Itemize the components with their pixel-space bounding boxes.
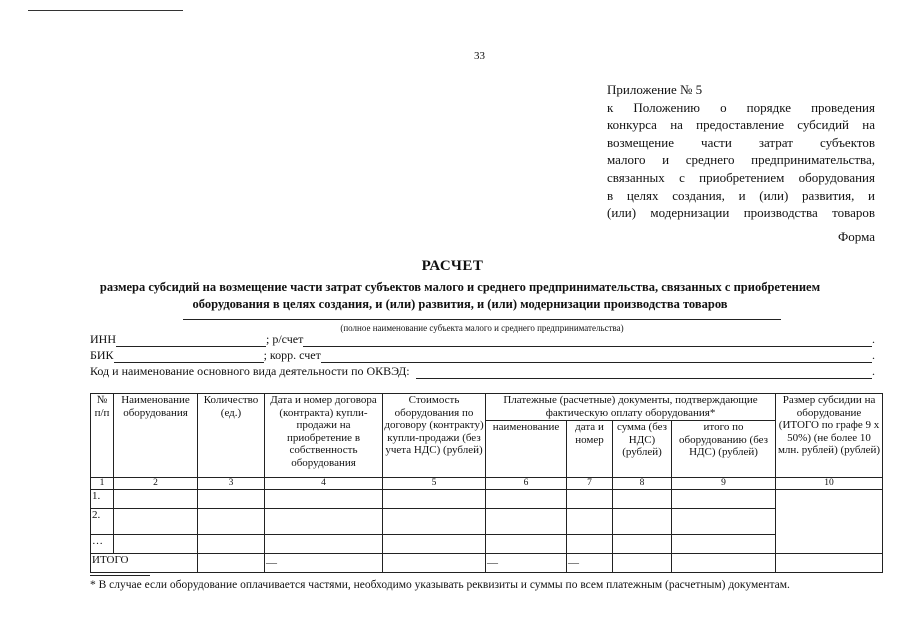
appendix-line: к Положению о порядке проведения bbox=[607, 99, 875, 115]
col-number: 6 bbox=[486, 478, 567, 490]
table-cell[interactable] bbox=[114, 490, 198, 509]
header-equipment-name: Наименование оборудования bbox=[114, 394, 198, 478]
bik-corr-line bbox=[90, 349, 875, 363]
table-cell[interactable] bbox=[265, 535, 383, 554]
line-end: . bbox=[872, 348, 875, 362]
header-payment-name: наименование bbox=[486, 421, 567, 478]
col-number: 9 bbox=[672, 478, 776, 490]
header-payment-total: итого по оборудованию (без НДС) (рублей) bbox=[672, 421, 776, 478]
table-cell[interactable] bbox=[672, 554, 776, 573]
bik-field[interactable] bbox=[114, 352, 264, 363]
table-cell[interactable] bbox=[198, 490, 265, 509]
document-title: РАСЧЕТ bbox=[421, 258, 484, 274]
table-cell[interactable] bbox=[613, 535, 672, 554]
entity-name-field[interactable] bbox=[183, 319, 781, 320]
table-row bbox=[91, 490, 883, 509]
table-cell[interactable] bbox=[613, 554, 672, 573]
appendix-line: Приложение № 5 bbox=[607, 82, 703, 97]
table-cell[interactable] bbox=[672, 490, 776, 509]
table-cell[interactable] bbox=[776, 535, 883, 554]
header-quantity: Количество (ед.) bbox=[198, 394, 265, 478]
table-cell[interactable] bbox=[265, 509, 383, 535]
col-number: 10 bbox=[776, 478, 883, 490]
table-cell[interactable] bbox=[486, 490, 567, 509]
form-label: Форма bbox=[838, 229, 875, 244]
line-end: . bbox=[872, 332, 875, 346]
table-cell[interactable] bbox=[265, 490, 383, 509]
header-num: № п/п bbox=[91, 394, 114, 478]
corr-account-field[interactable] bbox=[321, 352, 872, 363]
dash-cell: — bbox=[265, 554, 383, 573]
table-cell[interactable] bbox=[486, 509, 567, 535]
col-number: 1 bbox=[91, 478, 114, 490]
okved-field[interactable] bbox=[416, 368, 872, 379]
calculation-table bbox=[90, 393, 883, 573]
entity-name-caption: (полное наименование субъекта малого и среднего предпринимательства) bbox=[340, 323, 624, 333]
table-cell[interactable] bbox=[567, 535, 613, 554]
table-cell[interactable] bbox=[383, 509, 486, 535]
table-cell[interactable] bbox=[567, 490, 613, 509]
row-number: 1. bbox=[91, 490, 114, 509]
inn-account-line bbox=[90, 333, 875, 347]
appendix-line: в целях создания, и (или) развития, и bbox=[607, 187, 875, 203]
column-numbers-row bbox=[91, 478, 883, 490]
table-cell[interactable] bbox=[776, 509, 883, 535]
footnote-rule bbox=[90, 575, 150, 576]
col-number: 4 bbox=[265, 478, 383, 490]
col-number: 7 bbox=[567, 478, 613, 490]
appendix-line: возмещение части затрат субъектов bbox=[607, 134, 875, 150]
corr-account-label: ; корр. счет bbox=[263, 348, 321, 362]
table-cell[interactable] bbox=[198, 554, 265, 573]
total-row bbox=[91, 554, 883, 573]
col-number: 3 bbox=[198, 478, 265, 490]
table-cell[interactable] bbox=[198, 535, 265, 554]
table-cell[interactable] bbox=[198, 509, 265, 535]
table-cell[interactable] bbox=[567, 509, 613, 535]
row-number: … bbox=[91, 535, 114, 554]
dash-cell: — bbox=[567, 554, 613, 573]
okved-line bbox=[90, 365, 875, 379]
appendix-line: конкурса на предоставление субсидий на bbox=[607, 117, 875, 133]
total-label: ИТОГО bbox=[91, 554, 198, 573]
table-cell[interactable] bbox=[672, 509, 776, 535]
row-number: 2. bbox=[91, 509, 114, 535]
dash-cell: — bbox=[486, 554, 567, 573]
table-cell[interactable] bbox=[114, 509, 198, 535]
header-contract: Дата и номер договора (контракта) купли-продажи на приобретение в собственность оборудования bbox=[265, 394, 383, 478]
table-cell[interactable] bbox=[613, 490, 672, 509]
appendix-line: связанных с приобретением оборудования bbox=[607, 169, 875, 185]
col-number: 2 bbox=[114, 478, 198, 490]
account-field[interactable] bbox=[303, 336, 872, 347]
line-end: . bbox=[872, 364, 875, 378]
table-cell[interactable] bbox=[776, 554, 883, 573]
header-payment-docs: Платежные (расчетные) документы, подтверждающие фактическую оплату оборудования* bbox=[486, 394, 776, 421]
header-payment-sum: сумма (без НДС) (рублей) bbox=[613, 421, 672, 478]
inn-field[interactable] bbox=[116, 336, 266, 347]
account-label: ; р/счет bbox=[266, 332, 304, 346]
table-cell[interactable] bbox=[383, 554, 486, 573]
table-row bbox=[91, 509, 883, 535]
okved-label: Код и наименование основного вида деятельности по ОКВЭД: bbox=[90, 364, 410, 378]
header-row bbox=[91, 394, 883, 421]
col-number: 5 bbox=[383, 478, 486, 490]
table-cell[interactable] bbox=[672, 535, 776, 554]
document-subtitle: размера субсидий на возмещение части затрат субъектов малого и среднего предпринимательства, связанных с приобретением оборудования в целях создания, и (или) развития, и (или) модернизации производства товаров bbox=[99, 280, 821, 311]
appendix-block bbox=[607, 81, 875, 222]
footnote: * В случае если оборудование оплачивается частями, необходимо указывать реквизиты и суммы по всем платежным (расчетным) документам. bbox=[90, 579, 790, 591]
table-cell[interactable] bbox=[114, 535, 198, 554]
header-payment-date: дата и номер bbox=[567, 421, 613, 478]
table-cell[interactable] bbox=[383, 535, 486, 554]
table-row bbox=[91, 535, 883, 554]
appendix-line: малого и среднего предпринимательства, bbox=[607, 152, 875, 168]
header-cost: Стоимость оборудования по договору (контракту) купли-продажи (без учета НДС) (рублей) bbox=[383, 394, 486, 478]
table-cell[interactable] bbox=[383, 490, 486, 509]
appendix-line: (или) модернизации производства товаров bbox=[607, 205, 875, 221]
table-cell[interactable] bbox=[613, 509, 672, 535]
top-rule bbox=[28, 10, 183, 11]
table-cell[interactable] bbox=[776, 490, 883, 509]
bik-label: БИК bbox=[90, 348, 114, 362]
table-cell[interactable] bbox=[486, 535, 567, 554]
page-number: 33 bbox=[474, 50, 485, 62]
inn-label: ИНН bbox=[90, 332, 116, 346]
header-subsidy: Размер субсидии на оборудование (ИТОГО по графе 9 х 50%) (не более 10 млн. рублей) (рублей) bbox=[776, 394, 883, 478]
col-number: 8 bbox=[613, 478, 672, 490]
